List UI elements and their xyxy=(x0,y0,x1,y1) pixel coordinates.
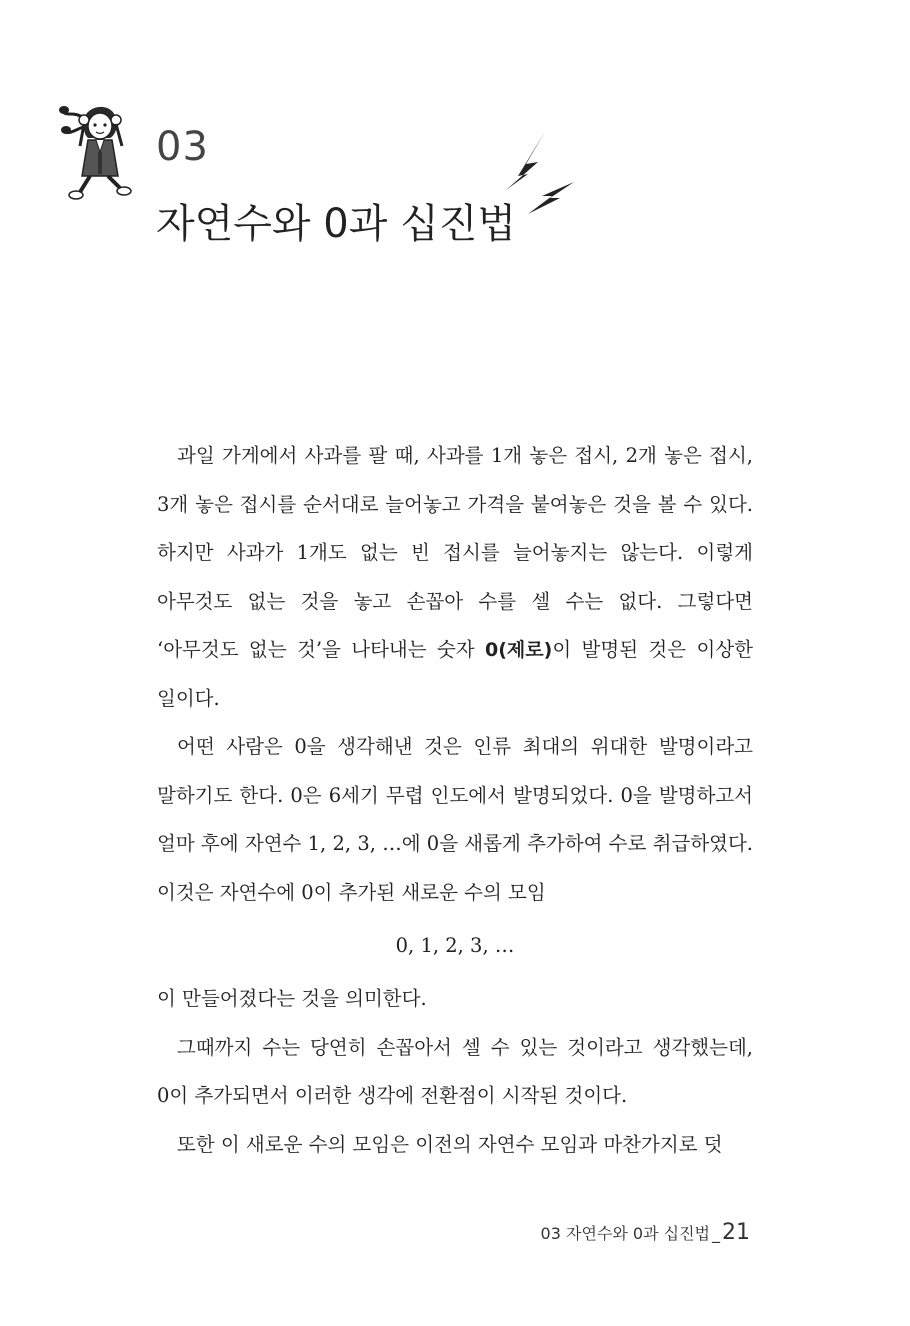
chapter-number: 03 xyxy=(156,124,209,170)
cartoon-girl-icon xyxy=(58,96,150,206)
footer-separator: _ xyxy=(712,1224,720,1243)
lightning-bolt-icon xyxy=(498,128,578,218)
number-sequence: 0, 1, 2, 3, … xyxy=(395,934,515,957)
body-text xyxy=(157,432,753,1169)
page-footer xyxy=(541,1220,750,1245)
page-number: 21 xyxy=(722,1220,750,1245)
paragraph: 어떤 사람은 0을 생각해낸 것은 인류 최대의 위대한 발명이라고 말하기도 한다. 0은 6세기 무렵 인도에서 발명되었다. 0을 발명하고서 얼마 후에 자연수 1, 2, 3, …에 0을 새롭게 추가하여 수로 취급하였다. 이것은 자연수에 0이 추가된 새로운 수의 모임 xyxy=(157,735,753,904)
running-title: 03 자연수와 0과 십진법 xyxy=(540,1224,710,1243)
paragraph-text: 과일 가게에서 사과를 팔 때, 사과를 1개 놓은 접시, 2개 놓은 접시, 3개 놓은 접시를 순서대로 늘어놓고 가격을 붙여놓은 것을 볼 수 있다. 하지만 사과가 1개도 없는 빈 접시를 늘어놓지는 않는다. 이렇게 아무것도 없는 것을 놓고 손꼽아 수를 셀 수는 없다. 그렇다면 ‘아무것도 없는 것’을 나타내는 숫자 xyxy=(157,444,753,661)
paragraph: 그때까지 수는 당연히 손꼽아서 셀 수 있는 것이라고 생각했는데, 0이 추가되면서 이러한 생각에 전환점이 시작된 것이다. xyxy=(157,1035,753,1107)
paragraph: 이 만들어졌다는 것을 의미한다. xyxy=(157,987,427,1010)
paragraph-text: 이 발명된 것은 이상한 일이다. xyxy=(157,638,754,710)
paragraph: 또한 이 새로운 수의 모임은 이전의 자연수 모임과 마찬가지로 덧 xyxy=(177,1132,723,1156)
zero-term: 0(제로) xyxy=(485,639,553,661)
chapter-title: 자연수와 0과 십진법 xyxy=(156,201,516,247)
paragraph xyxy=(157,432,753,723)
